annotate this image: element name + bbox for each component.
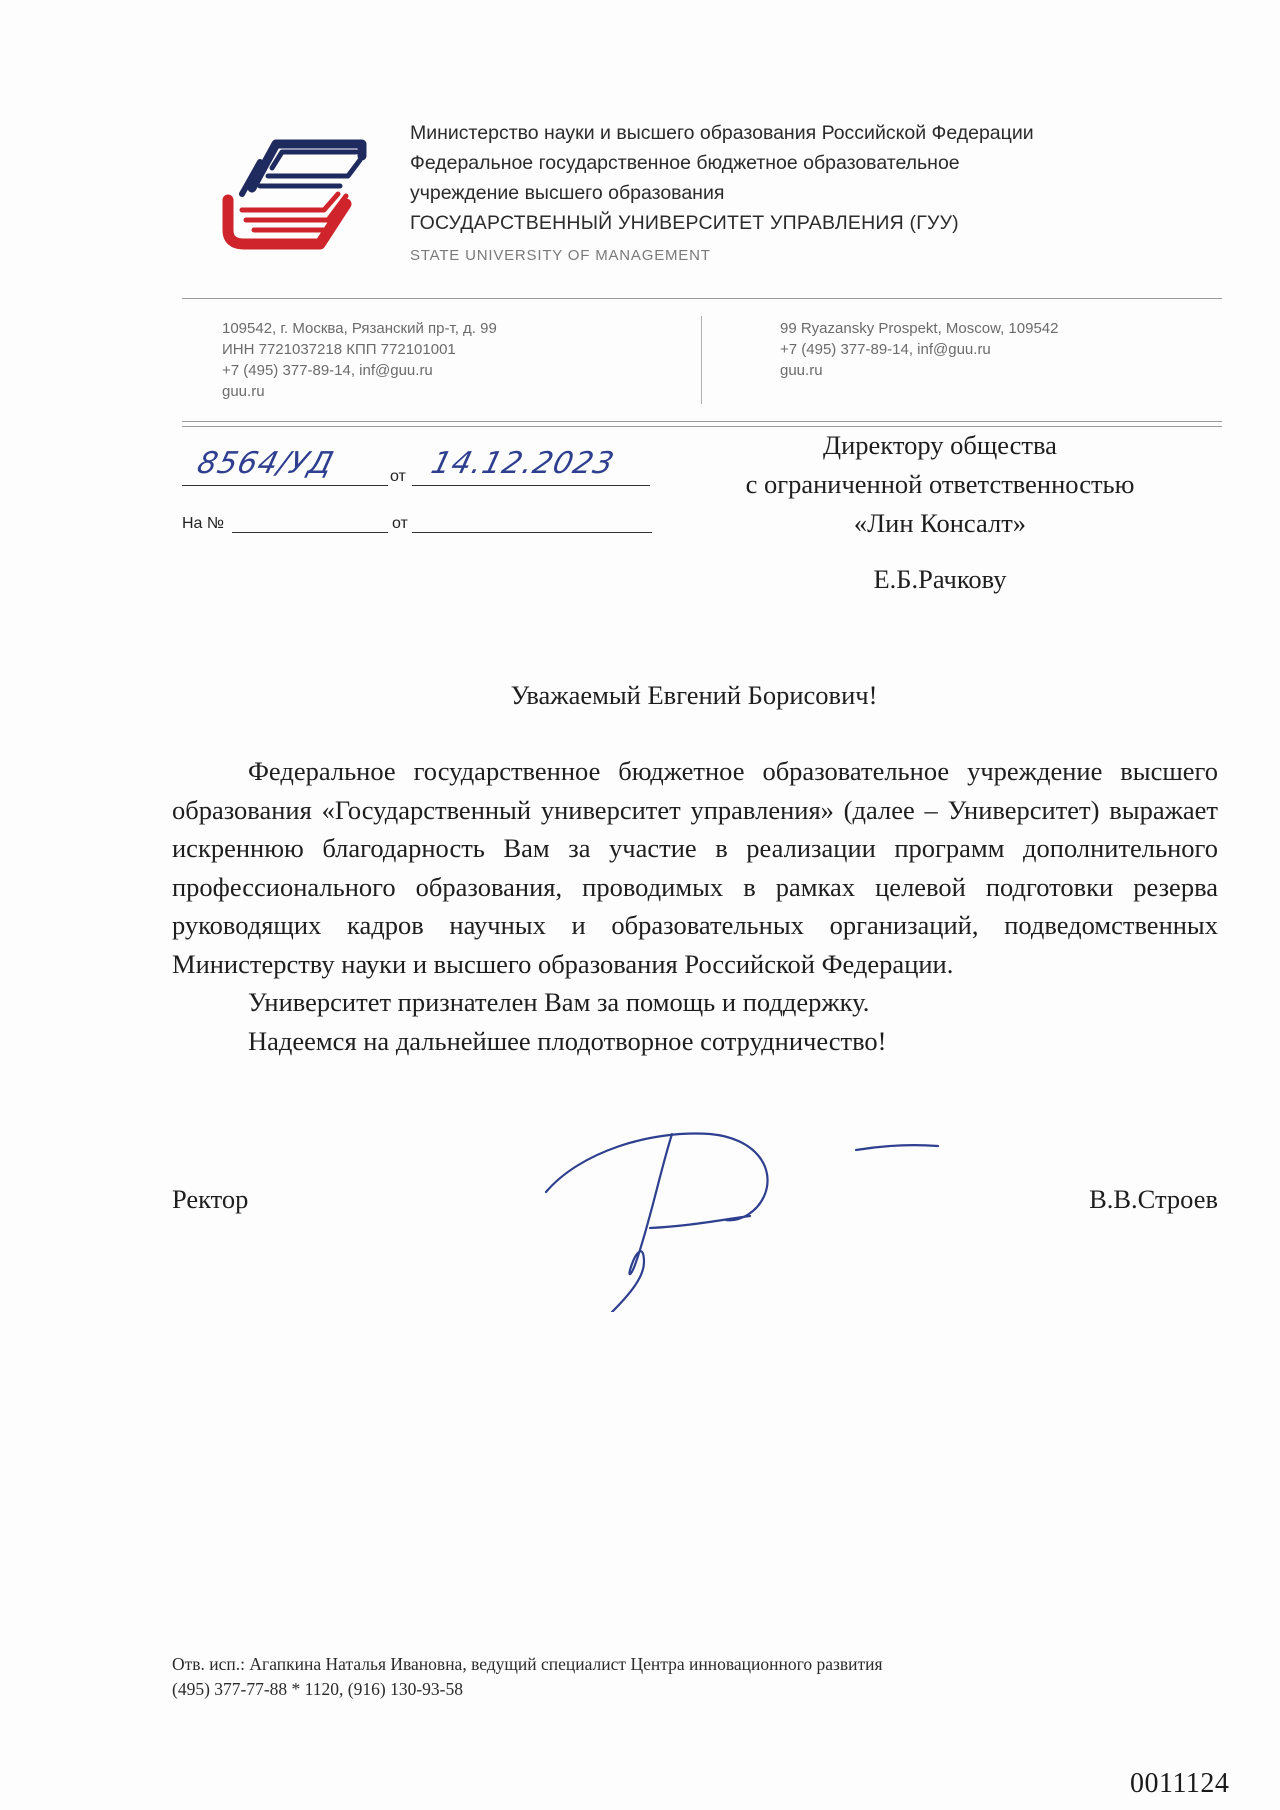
website-line: guu.ru — [780, 362, 823, 379]
address-separator — [701, 316, 702, 404]
university-name: ГОСУДАРСТВЕННЫЙ УНИВЕРСИТЕТ УПРАВЛЕНИЯ (ГУУ) — [410, 212, 959, 234]
form-serial-number: 0011124 — [1130, 1768, 1230, 1799]
ministry-line: Министерство науки и высшего образования Российской Федерации — [410, 122, 1034, 144]
registration-date: 14.12.2023 — [427, 446, 619, 481]
university-logo — [220, 136, 370, 251]
reference-number-label: На № — [182, 515, 225, 532]
executor-info — [172, 1652, 883, 1702]
address-english — [780, 318, 1058, 381]
reference-date-line — [412, 532, 652, 533]
reference-number-line — [232, 532, 388, 533]
registration-from-label: от — [390, 468, 406, 485]
organization-header — [410, 118, 1130, 271]
body-paragraph: Университет признателен Вам за помощь и поддержку. — [248, 987, 870, 1017]
address-line: 109542, г. Москва, Рязанский пр-т, д. 99 — [222, 320, 497, 337]
contact-line: +7 (495) 377-89-14, inf@guu.ru — [222, 362, 433, 379]
body-paragraph: Надеемся на дальнейшее плодотворное сотрудничество! — [248, 1025, 887, 1056]
header-divider-top — [182, 298, 1222, 299]
addressee-line: с ограниченной ответственностью — [745, 469, 1135, 499]
addressee-line: Директору общества — [823, 430, 1057, 460]
header-divider-bottom — [182, 421, 1222, 422]
registration-number: 8564/УД — [193, 446, 338, 481]
executor-line: Отв. исп.: Агапкина Наталья Ивановна, ведущий специалист Центра инновационного развития — [172, 1654, 883, 1674]
institution-type-line: Федеральное государственное бюджетное образовательное — [410, 152, 960, 174]
university-name-english: STATE UNIVERSITY OF MANAGEMENT — [410, 247, 711, 264]
signatory-position: Ректор — [172, 1184, 249, 1214]
body-paragraph: Федеральное государственное бюджетное образовательное учреждение высшего образования «Государственный университет управления» (далее – Университет) выражает искреннюю благодарность Вам за участие в реализации программ дополнительного профессионального образования, проводимых в рамках целевой подготовки резерва руководящих кадров научных и образовательных организаций, подведомственных Министерству науки и высшего образования Российской Федерации. — [172, 756, 1218, 979]
registration-date-line — [412, 485, 650, 486]
address-line: 99 Ryazansky Prospekt, Moscow, 109542 — [780, 320, 1059, 337]
letter-body — [172, 752, 1218, 1060]
handwritten-signature — [540, 1112, 960, 1312]
registration-number-line — [182, 485, 388, 486]
reference-from-label: от — [392, 515, 408, 532]
addressee-line: «Лин Консалт» — [853, 508, 1027, 538]
tax-ids-line: ИНН 7721037218 КПП 772101001 — [222, 341, 456, 358]
address-russian — [222, 318, 497, 402]
greeting: Уважаемый Евгений Борисович! — [510, 680, 878, 710]
website-line: guu.ru — [222, 383, 265, 400]
signatory-name: В.В.Строев — [1089, 1184, 1218, 1214]
executor-phones: (495) 377-77-88 * 1120, (916) 130-93-58 — [172, 1679, 463, 1699]
addressee-person: Е.Б.Рачкову — [873, 564, 1007, 594]
institution-type-line-2: учреждение высшего образования — [410, 182, 725, 204]
addressee-block — [700, 426, 1180, 599]
contact-line: +7 (495) 377-89-14, inf@guu.ru — [780, 341, 991, 358]
